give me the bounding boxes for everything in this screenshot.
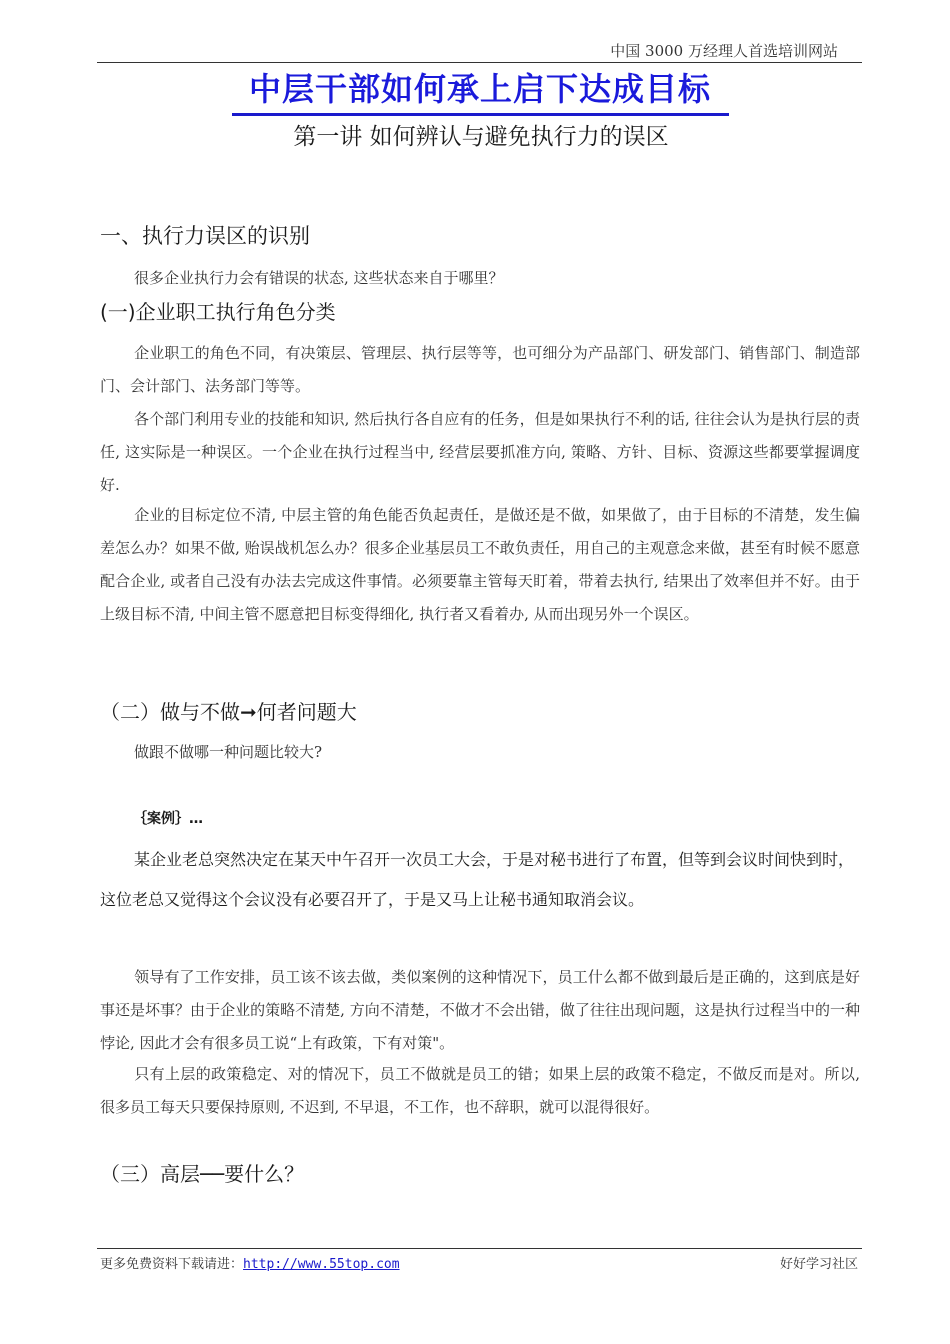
section-2-intro-text: 做跟不做哪一种问题比较大? [134, 743, 323, 761]
page-title: 中层干部如何承上启下达成目标 [248, 70, 711, 108]
section-heading-1: 一、执行力误区的识别 [100, 224, 310, 248]
paragraph-4 [100, 961, 860, 1060]
subsection-heading-3: （三）高层──要什么？ [100, 1162, 305, 1186]
paragraph-2-text: 各个部门利用专业的技能和知识, 然后执行各自应有的任务，但是如果执行不利的话, 往往会认为是执行层的责任, 这实际是一种误区。一个企业在执行过程当中, 经营层要抓准方向, 策略、方针、目标、资源这些都要掌握调度好. [100, 410, 860, 494]
footer-download-note [100, 1253, 400, 1272]
section-1-intro-text: 很多企业执行力会有错误的状态, 这些状态来自于哪里？ [134, 269, 504, 287]
footer-divider [97, 1248, 862, 1249]
case-text [100, 840, 862, 920]
paragraph-3 [100, 499, 860, 631]
section-2-intro [100, 736, 860, 769]
subsection-heading-2: （二）做与不做➞何者问题大 [100, 700, 357, 724]
case-text-body: 某企业老总突然决定在某天中午召开一次员工大会，于是对秘书进行了布置，但等到会议时间快到时，这位老总又觉得这个会议没有必要召开了，于是又马上让秘书通知取消会议。 [100, 850, 855, 909]
paragraph-4-text: 领导有了工作安排，员工该不该去做，类似案例的这种情况下，员工什么都不做到最后是正确的，这到底是好事还是坏事？由于企业的策略不清楚, 方向不清楚，不做才不会出错，做了往往出现问题，这是执行过程当中的一种悖论, 因此才会有很多员工说“上有政策，下有对策"。 [100, 968, 860, 1052]
case-label: ｛案例｝… [133, 811, 203, 827]
header-divider [97, 62, 862, 63]
paragraph-2 [100, 403, 860, 502]
paragraph-3-text: 企业的目标定位不清, 中层主管的角色能否负起责任，是做还是不做，如果做了，由于目标的不清楚，发生偏差怎么办？如果不做, 贻误战机怎么办？很多企业基层员工不敢负责任，用自己的主观意念来做，甚至有时候不愿意配合企业, 或者自己没有办法去完成这件事情。必须要靠主管每天盯着，带着去执行, 结果出了效率但并不好。由于上级目标不清, 中间主管不愿意把目标变得细化, 执行者又看着办, 从而出现另外一个误区。 [100, 506, 860, 623]
title-underline [232, 113, 729, 116]
paragraph-1 [100, 337, 860, 403]
footer-community-name: 好好学习社区 [779, 1257, 858, 1272]
paragraph-1-text: 企业职工的角色不同，有决策层、管理层、执行层等等，也可细分为产品部门、研发部门、销售部门、制造部门、会计部门、法务部门等等。 [100, 344, 860, 395]
page-subtitle: 第一讲 如何辨认与避免执行力的误区 [293, 124, 669, 150]
paragraph-5-text: 只有上层的政策稳定、对的情况下，员工不做就是员工的错；如果上层的政策不稳定，不做反而是对。所以, 很多员工每天只要保持原则, 不迟到, 不早退，不工作，也不辞职，就可以混得很好。 [100, 1065, 860, 1116]
footer-download-text: 更多免费资料下载请进： [100, 1257, 244, 1272]
paragraph-5 [100, 1058, 860, 1124]
footer-link[interactable]: http://www.55top.com [243, 1257, 400, 1272]
header-site-text: 中国 3000 万经理人首选培训网站 [610, 42, 838, 60]
section-1-intro [100, 262, 860, 295]
subsection-heading-1: (一)企业职工执行角色分类 [100, 300, 336, 324]
